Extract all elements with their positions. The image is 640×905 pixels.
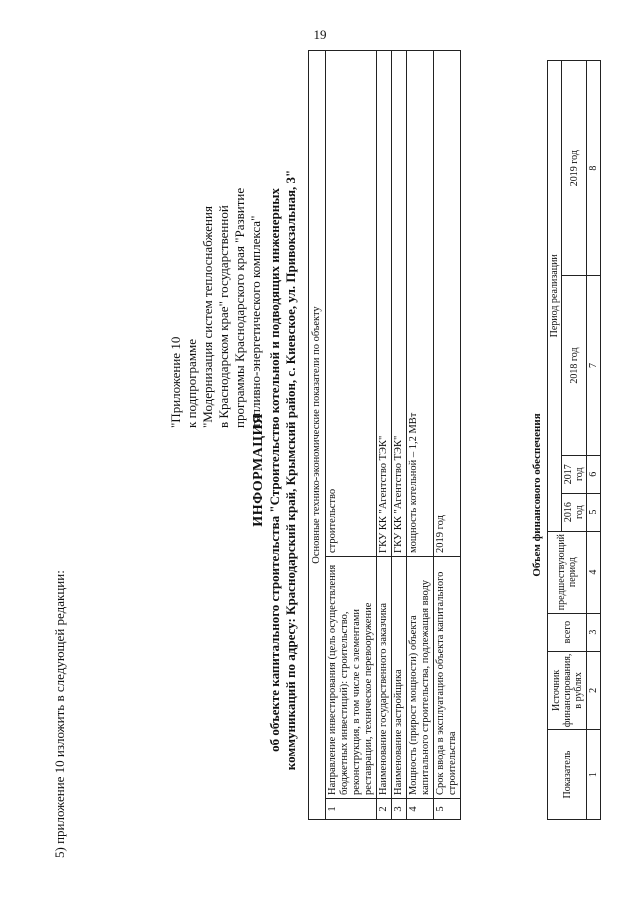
year-2017: 2017 год xyxy=(562,455,587,493)
table-row xyxy=(407,51,434,820)
row-label: Мощность (прирост мощности) объекта капитального строительства, подлежащая вводу xyxy=(407,557,434,799)
rotated-page-content xyxy=(46,60,599,880)
col-number: 8 xyxy=(587,61,601,276)
col-total: всего xyxy=(548,613,587,651)
table-row xyxy=(434,51,461,820)
appendix-line: "Приложение 10 xyxy=(168,336,183,428)
row-value: мощность котельной – 1,2 МВт xyxy=(407,51,434,557)
col-number: 7 xyxy=(587,276,601,455)
info-title xyxy=(251,60,299,880)
info-title-line: об объекте капитального строительства "Строительство котельной и подводящих инженерных xyxy=(267,188,282,752)
row-value: ГКУ КК "Агентство ТЭК" xyxy=(377,51,392,557)
row-number: 3 xyxy=(392,799,407,820)
appendix-block xyxy=(168,58,264,428)
row-label: Направление инвестирования (цель осуществления бюджетных инвестиций): строительство, реконструкция, в том числе с элементами реставрации, техническое перевооружение xyxy=(326,557,377,799)
table-row xyxy=(377,51,392,820)
financing-table-wrap xyxy=(547,60,601,820)
col-indicator: Показатель xyxy=(548,730,587,820)
table-row xyxy=(392,51,407,820)
col-number: 3 xyxy=(587,613,601,651)
column-number-row xyxy=(587,61,601,820)
col-source: Источник финансирования, в рублях xyxy=(548,651,587,730)
year-2018: 2018 год xyxy=(562,276,587,455)
row-value: строительство xyxy=(326,51,377,557)
appendix-line: топливно-энергетического комплекса" xyxy=(248,215,263,428)
indicators-header: Основные технико-экономические показатели по объекту xyxy=(309,51,326,820)
col-number: 4 xyxy=(587,531,601,613)
col-number: 6 xyxy=(587,455,601,493)
col-prior-period: предшествующий период xyxy=(548,531,587,613)
row-number: 1 xyxy=(326,799,377,820)
info-title-heading: ИНФОРМАЦИЯ xyxy=(251,413,266,527)
appendix-line: "Модернизация систем теплоснабжения xyxy=(200,206,215,428)
row-number: 2 xyxy=(377,799,392,820)
info-title-line: коммуникаций по адресу: Краснодарский край, Крымский район, с. Киевское, ул. Привокзальная, 3" xyxy=(283,169,298,771)
indicators-table xyxy=(308,50,461,820)
indicators-table-wrap xyxy=(308,50,461,820)
financing-table xyxy=(547,60,601,820)
appendix-line: к подпрограмме xyxy=(184,338,199,428)
col-number: 2 xyxy=(587,651,601,730)
financing-title: Объем финансового обеспечения xyxy=(531,413,543,577)
col-number: 5 xyxy=(587,493,601,531)
page-number: 19 xyxy=(313,27,327,42)
table-row xyxy=(326,51,377,820)
row-value: ГКУ КК "Агентство ТЭК" xyxy=(392,51,407,557)
row-label: Наименование застройщика xyxy=(392,557,407,799)
col-number: 1 xyxy=(587,730,601,820)
year-2019: 2019 год xyxy=(562,61,587,276)
row-value: 2019 год xyxy=(434,51,461,557)
row-label: Срок ввода в эксплуатацию объекта капитального строительства xyxy=(434,557,461,799)
row-label: Наименование государственного заказчика xyxy=(377,557,392,799)
row-number: 5 xyxy=(434,799,461,820)
intro-text: 5) приложение 10 изложить в следующей редакции: xyxy=(52,570,67,858)
appendix-line: в Краснодарском крае" государственной xyxy=(216,205,231,428)
row-number: 4 xyxy=(407,799,434,820)
period-header: Период реализации xyxy=(548,61,562,532)
year-2016: 2016 год xyxy=(562,493,587,531)
appendix-line: программы Краснодарского края "Развитие xyxy=(232,187,247,428)
